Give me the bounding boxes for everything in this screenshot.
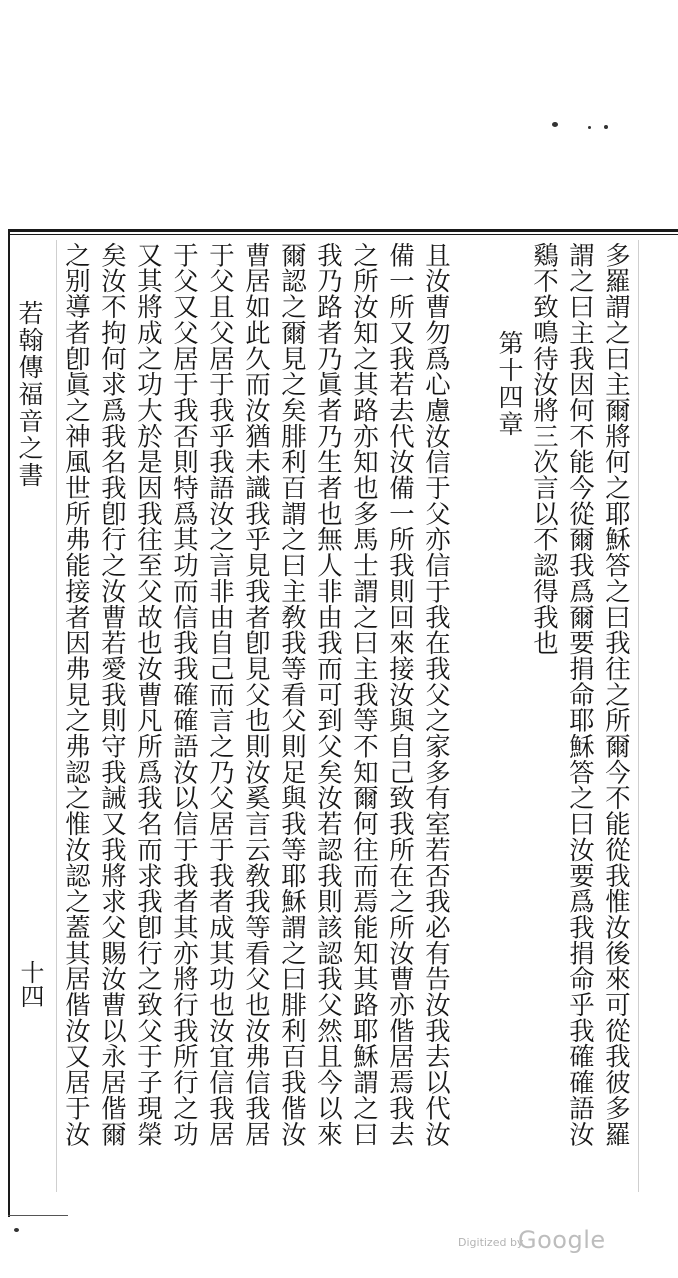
google-watermark: Google — [518, 1226, 606, 1254]
digitized-by-label: Digitized by — [458, 1236, 524, 1249]
text-column: 之所汝知之其路亦知也多馬士謂之曰主我等不知爾何往而焉能知其路耶穌謂之曰 — [350, 242, 380, 1147]
column-rule — [638, 240, 639, 1192]
text-column: 爾認之爾見之矣腓利百謂之曰主敎我等看父則足與我等耶穌謂之曰腓利百我偕汝 — [278, 242, 308, 1147]
text-column: 謂之曰主我因何不能今從爾我爲爾要捐命耶穌答之曰汝要爲我捐命乎我確確語汝 — [566, 242, 596, 1147]
text-column: 多羅謂之曰主爾將何之耶穌答之曰我往之所爾今不能從我惟汝後來可從我彼多羅 — [602, 242, 632, 1147]
frame-bottom-rule — [8, 1215, 68, 1216]
page-folio: 十四 — [16, 960, 44, 1008]
text-column: 矣汝不拘何求爲我名我卽行之汝曹若愛我則守我誡又我將求父賜汝曹以永居偕爾 — [98, 242, 128, 1147]
text-column: 又其將成之功大於是因我往至父故也汝曹凡所爲我名而求我卽行之致父于子現榮 — [134, 242, 164, 1147]
text-column: 且汝曹勿爲心慮汝信于父亦信于我在我父之家多有室若否我必有告汝我去以代汝 — [422, 242, 452, 1147]
text-column: 于父又父居于我否則特爲其功而信我我確確語汝以信于我者其亦將行我所行之功 — [170, 242, 200, 1147]
text-column: 鷄不致鳴待汝將三次言以不認得我也 — [530, 242, 560, 656]
ink-speck — [14, 1228, 19, 1232]
frame-left-rule — [8, 229, 10, 1217]
column-rule — [56, 240, 57, 1192]
ink-speck — [588, 126, 591, 129]
text-column: 曹居如此久而汝猶未識我乎見我者卽見父也則汝奚言云敎我等看父也汝弗信我居 — [242, 242, 272, 1147]
text-column: 我乃路者乃眞者乃生者也無人非由我而可到父矣汝若認我則該認我父然且今以來 — [314, 242, 344, 1147]
text-column: 備一所又我若去代汝備一所我則回來接汝與自己致我所在之所汝曹亦偕居焉我去 — [386, 242, 416, 1147]
margin-running-title: 若翰傳福音之書 — [15, 300, 44, 489]
text-column: 之别導者卽眞之神風世所弗能接者因弗見之弗認之惟汝認之蓋其居偕汝又居于汝 — [62, 242, 92, 1147]
chapter-heading: 第十四章 — [495, 330, 524, 438]
frame-top-rule — [8, 229, 678, 235]
text-column: 于父且父居于我乎我語汝之言非由自己而言之乃父居于我者成其功也汝宜信我居 — [206, 242, 236, 1147]
ink-speck — [552, 122, 558, 127]
ink-speck — [604, 125, 608, 129]
